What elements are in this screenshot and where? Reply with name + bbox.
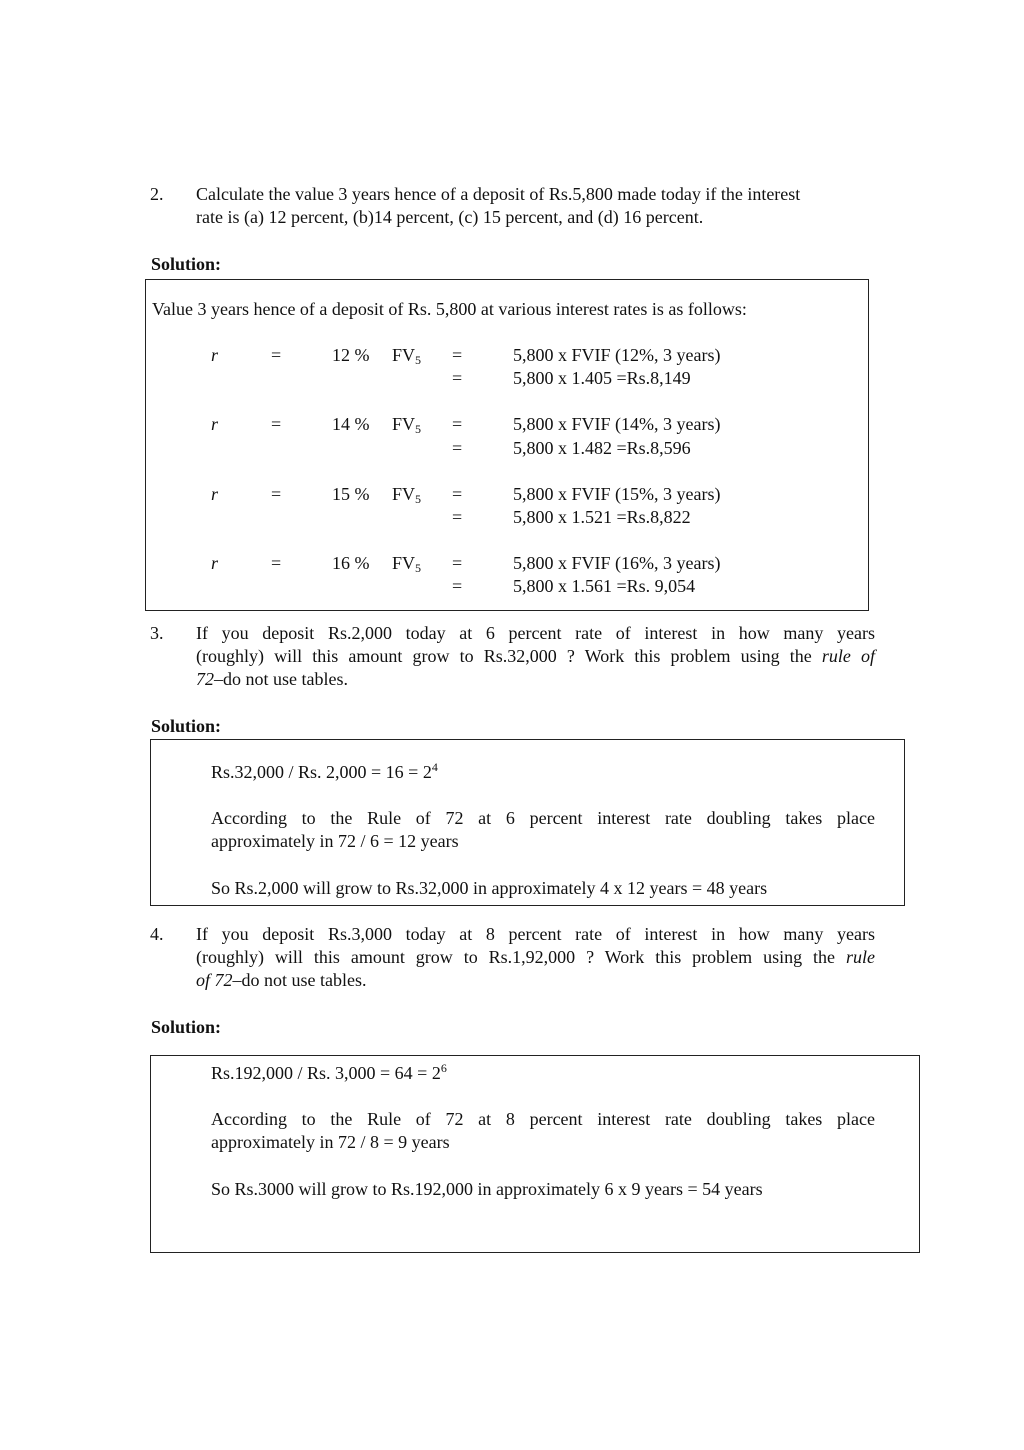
question-number: 4. <box>150 924 164 944</box>
rate-value: 12 % <box>332 345 370 365</box>
equals-sign: = <box>271 553 282 573</box>
question-text <box>196 183 875 229</box>
question-line: 72–do not use tables. <box>196 669 348 689</box>
ratio-calculation: Rs.192,000 / Rs. $3,000 = 64 = 2^6$ <box>211 1061 447 1083</box>
rate-symbol: r <box>211 553 219 573</box>
solution-label: Solution: <box>151 1017 222 1037</box>
equals-sign: = <box>452 368 463 388</box>
fv-result: 5,800 x 1.482 =Rs.8,596 <box>513 438 691 458</box>
rate-value: 14 % <box>332 414 370 434</box>
fv-subscript: 5 <box>415 353 422 367</box>
fv-result: 5,800 x 1.521 =Rs.8,822 <box>513 507 691 527</box>
equals-sign: = <box>271 345 282 365</box>
solution-box <box>150 1055 920 1253</box>
conclusion: So Rs.3000 will grow to Rs.192,000 in approximately 6 x 9 years = 54 years <box>211 1179 763 1199</box>
question-line: (roughly) will this amount grow to Rs.32,000 ? Work this problem using the rule of <box>196 646 876 666</box>
question-text <box>196 923 875 992</box>
question-line: If you deposit Rs.2,000 today at 6 percent rate of interest in how many years <box>196 623 875 643</box>
question-line: of 72–do not use tables. <box>196 970 367 990</box>
fv-subscript: 5 <box>415 422 422 436</box>
fv-formula: 5,800 x FVIF (15%, 3 years) <box>513 484 721 504</box>
question-number: 2. <box>150 184 164 204</box>
rate-value: 15 % <box>332 484 370 504</box>
equals-sign: = <box>452 345 463 365</box>
fv-formula: 5,800 x FVIF (12%, 3 years) <box>513 345 721 365</box>
equals-sign: = <box>452 507 463 527</box>
rate-symbol: r <box>211 414 219 434</box>
fv-result: 5,800 x 1.405 =Rs.8,149 <box>513 368 691 388</box>
exponent: 6 <box>440 1061 447 1075</box>
rate-symbol: r <box>211 484 219 504</box>
solution-box <box>145 279 869 611</box>
question-line: (roughly) will this amount grow to Rs.1,92,000 ? Work this problem using the rule <box>196 947 875 967</box>
rule-explanation: According to the Rule of 72 at 6 percent interest rate doubling takes place approximately in 72 / 6 = 12 years <box>211 808 875 851</box>
solution-intro: Value 3 years hence of a deposit of Rs. 5,800 at various interest rates is as follows: <box>152 299 747 319</box>
question-line: rate is (a) 12 percent, (b)14 percent, (c) 15 percent, and (d) 16 percent. <box>196 207 704 227</box>
equals-sign: = <box>452 414 463 434</box>
fv-subscript: 5 <box>415 561 422 575</box>
solution-label: Solution: <box>151 716 222 736</box>
equals-sign: = <box>452 438 463 458</box>
fv-label: $FV_5$ <box>392 414 422 436</box>
question-line: Calculate the value 3 years hence of a deposit of Rs.5,800 made today if the interest <box>196 184 801 204</box>
fv-result: 5,800 x 1.561 =Rs. 9,054 <box>513 576 696 596</box>
fv-formula: 5,800 x FVIF (16%, 3 years) <box>513 553 721 573</box>
fv-label: $FV_5$ <box>392 484 422 506</box>
fv-subscript: 5 <box>415 492 422 506</box>
equals-sign: = <box>452 553 463 573</box>
question-text <box>196 622 875 691</box>
equals-sign: = <box>271 484 282 504</box>
rate-symbol: r <box>211 345 219 365</box>
question-number: 3. <box>150 623 164 643</box>
conclusion: So Rs.2,000 will grow to Rs.32,000 in approximately 4 x 12 years = 48 years <box>211 878 768 898</box>
solution-label: Solution: <box>151 254 222 274</box>
fv-label: $FV_5$ <box>392 553 422 575</box>
exponent: 4 <box>431 760 438 774</box>
fv-formula: 5,800 x FVIF (14%, 3 years) <box>513 414 721 434</box>
question-line: If you deposit Rs.3,000 today at 8 percent rate of interest in how many years <box>196 924 875 944</box>
equals-sign: = <box>452 576 463 596</box>
equals-sign: = <box>452 484 463 504</box>
rule-explanation: According to the Rule of 72 at 8 percent interest rate doubling takes place approximately in 72 / 8 = 9 years <box>211 1109 875 1152</box>
equals-sign: = <box>271 414 282 434</box>
fv-label: $FV_5$ <box>392 345 422 367</box>
rate-value: 16 % <box>332 553 370 573</box>
ratio-calculation: Rs.32,000 / Rs. $2,000 = 16 = 2^4$ <box>211 760 438 782</box>
solution-box <box>150 739 905 906</box>
